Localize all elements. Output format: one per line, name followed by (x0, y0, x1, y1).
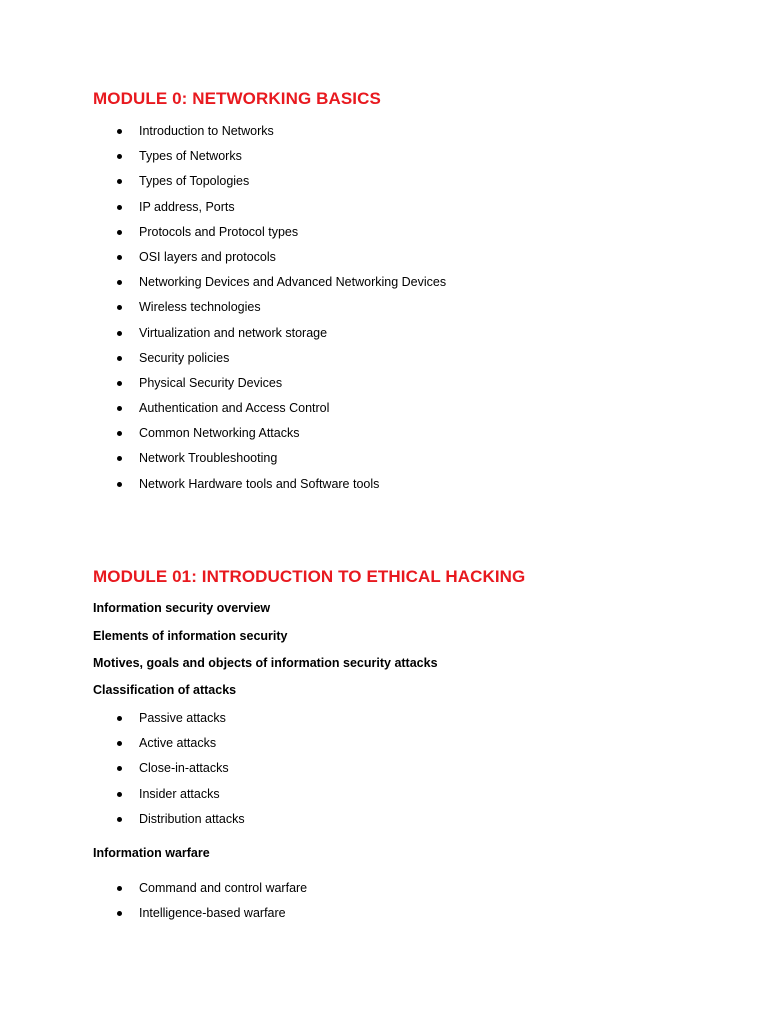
list-item-text: Virtualization and network storage (139, 325, 328, 340)
bullet-icon (117, 431, 122, 436)
bullet-icon (117, 230, 122, 235)
bullet-icon (117, 817, 122, 822)
list-item-text: IP address, Ports (139, 199, 235, 214)
list-item-text: Security policies (139, 350, 230, 365)
bullet-icon (117, 886, 122, 891)
bullet-icon (117, 356, 122, 361)
module-0-heading: MODULE 0: NETWORKING BASICS (93, 89, 381, 108)
list-item-text: OSI layers and protocols (139, 249, 276, 264)
list-item-text: Types of Topologies (139, 174, 250, 189)
list-item-text: Distribution attacks (139, 811, 245, 826)
list-item-text: Insider attacks (139, 786, 220, 801)
list-item-text: Network Hardware tools and Software tools (139, 476, 380, 491)
bullet-icon (117, 766, 122, 771)
list-item-text: Wireless technologies (139, 300, 261, 315)
list-item-text: Authentication and Access Control (139, 401, 330, 416)
subheading-information-warfare: Information warfare (93, 846, 210, 860)
bullet-icon (117, 280, 122, 285)
list-item-text: Command and control warfare (139, 881, 308, 895)
module-1-heading: MODULE 01: INTRODUCTION TO ETHICAL HACKING (93, 567, 526, 586)
list-item-text: Physical Security Devices (139, 375, 283, 390)
bullet-icon (117, 482, 122, 487)
bullet-icon (117, 716, 122, 721)
bullet-icon (117, 154, 122, 159)
subheading-attack-classification: Classification of attacks (93, 683, 237, 697)
subheading-security-elements: Elements of information security (93, 629, 288, 643)
list-item-text: Introduction to Networks (139, 124, 274, 138)
bullet-icon (117, 381, 122, 386)
bullet-icon (117, 456, 122, 461)
bullet-icon (117, 792, 122, 797)
list-item-text: Active attacks (139, 736, 217, 751)
list-item-text: Intelligence-based warfare (139, 906, 286, 921)
bullet-icon (117, 179, 122, 184)
bullet-icon (117, 305, 122, 310)
bullet-icon (117, 205, 122, 210)
bullet-icon (117, 129, 122, 134)
subheading-security-overview: Information security overview (93, 601, 271, 615)
list-item-text: Passive attacks (139, 711, 226, 725)
bullet-icon (117, 741, 122, 746)
list-item-text: Close-in-attacks (139, 761, 229, 776)
list-item-text: Types of Networks (139, 149, 242, 164)
list-item-text: Protocols and Protocol types (139, 224, 299, 239)
bullet-icon (117, 911, 122, 916)
list-item-text: Common Networking Attacks (139, 426, 300, 441)
list-item-text: Networking Devices and Advanced Networking Devices (139, 275, 447, 290)
bullet-icon (117, 255, 122, 260)
bullet-icon (117, 406, 122, 411)
list-item-text: Network Troubleshooting (139, 451, 278, 466)
subheading-attack-motives: Motives, goals and objects of information security attacks (93, 656, 438, 670)
bullet-icon (117, 331, 122, 336)
